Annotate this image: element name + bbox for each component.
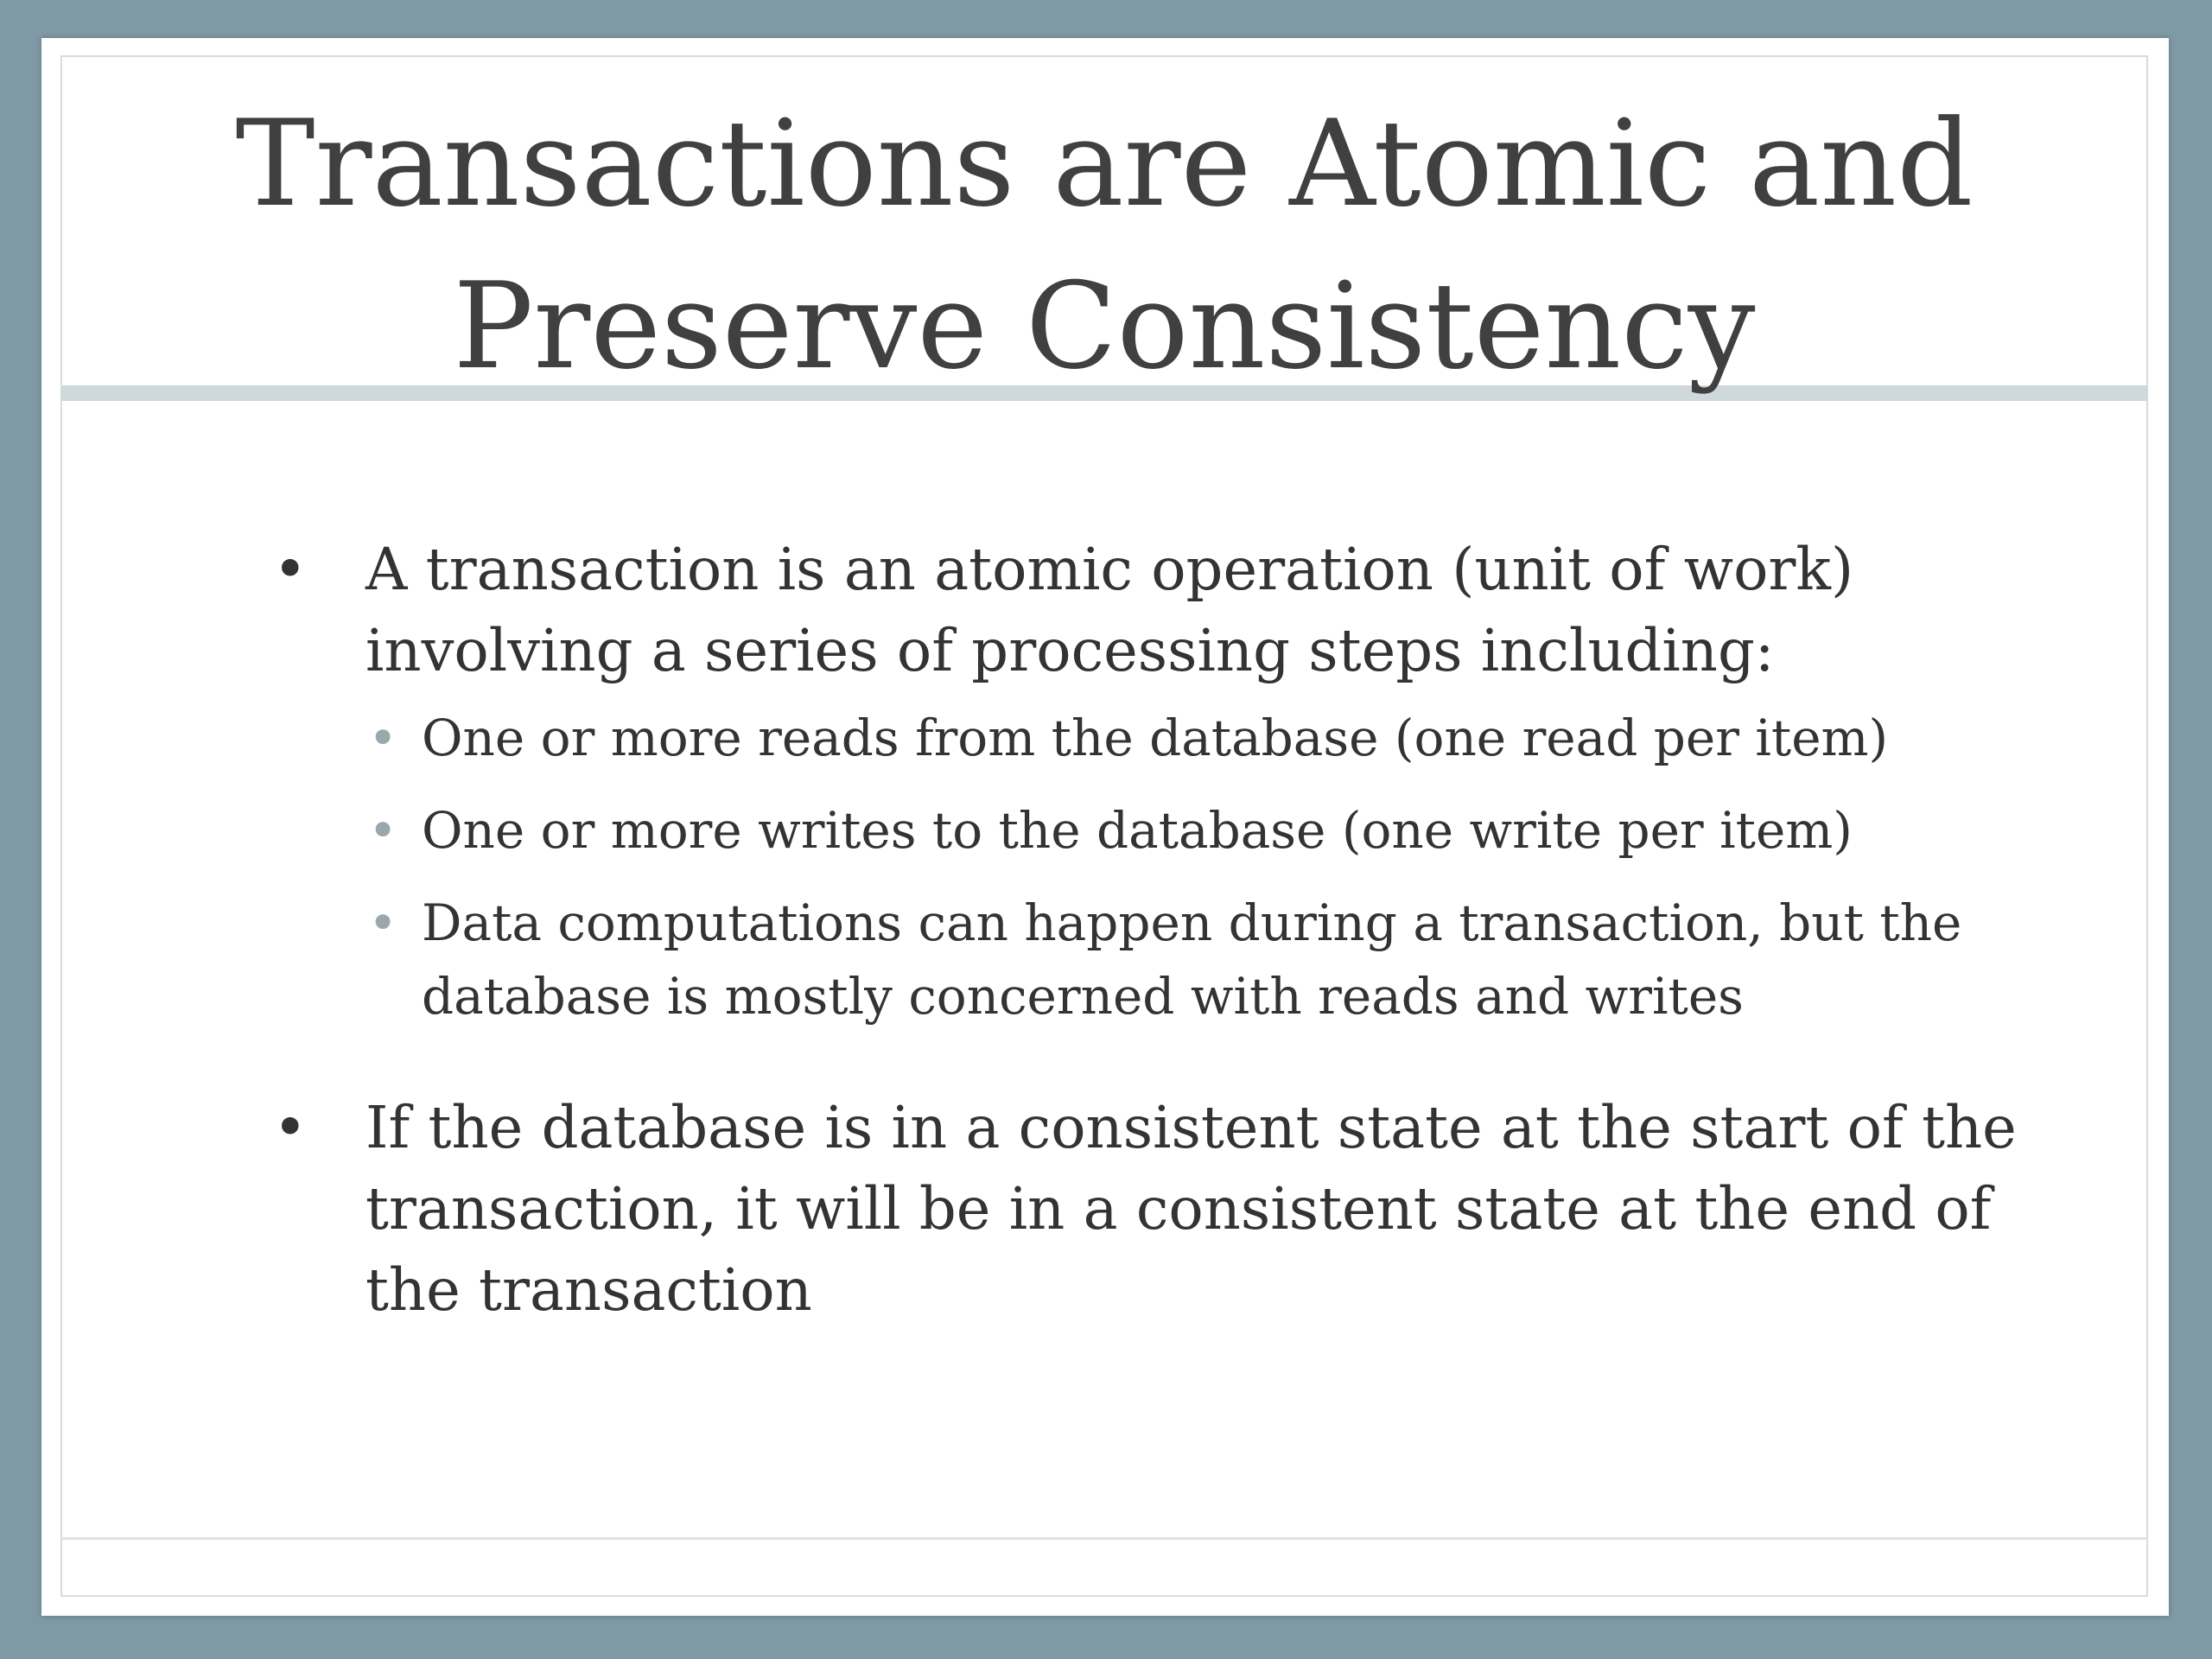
slide-body [232,529,2072,1331]
sub-bullet-text [422,702,2072,775]
sub-bullet-marker: • [368,893,398,952]
sub-bullet-text [422,794,2072,868]
bullet-text-line: the transaction [365,1256,812,1324]
bullet-text-line: A transaction is an atomic operation (unit of work) [365,536,1854,603]
slide-title [93,83,2115,408]
bullet-item-consistency [232,1087,2072,1331]
footer-divider [60,1537,2148,1540]
sub-bullet-text-line: One or more reads from the database (one read per item) [422,709,1889,767]
sub-bullet-text-line: One or more writes to the database (one write per item) [422,801,1853,860]
sub-bullet-marker: • [368,801,398,860]
sub-bullet-item-writes [368,794,2072,868]
bullet-marker: • [273,536,308,603]
sub-bullet-text-line: Data computations can happen during a transaction, but the [422,893,1962,952]
sub-bullet-item-reads [368,702,2072,775]
slide-title-line-1: Transactions are Atomic and [235,94,1974,233]
slide [41,38,2169,1616]
bullet-text [365,529,2072,691]
bullet-text-line: transaction, it will be in a consistent state at the end of [365,1175,1992,1243]
bullet-item-transaction-definition [232,529,2072,691]
sub-bullet-text-line: database is mostly concerned with reads and writes [422,967,1744,1026]
slide-title-line-2: Preserve Consistency [453,257,1756,396]
sub-bullet-item-computations [368,887,2072,1033]
bullet-text-line: If the database is in a consistent state at the start of the [365,1094,2017,1161]
sub-bullet-list [232,702,2072,1033]
bullet-marker: • [273,1094,308,1161]
sub-bullet-text [422,887,2072,1033]
bullet-text-line: involving a series of processing steps including: [365,617,1775,684]
bullet-text [365,1087,2072,1331]
sub-bullet-marker: • [368,709,398,767]
